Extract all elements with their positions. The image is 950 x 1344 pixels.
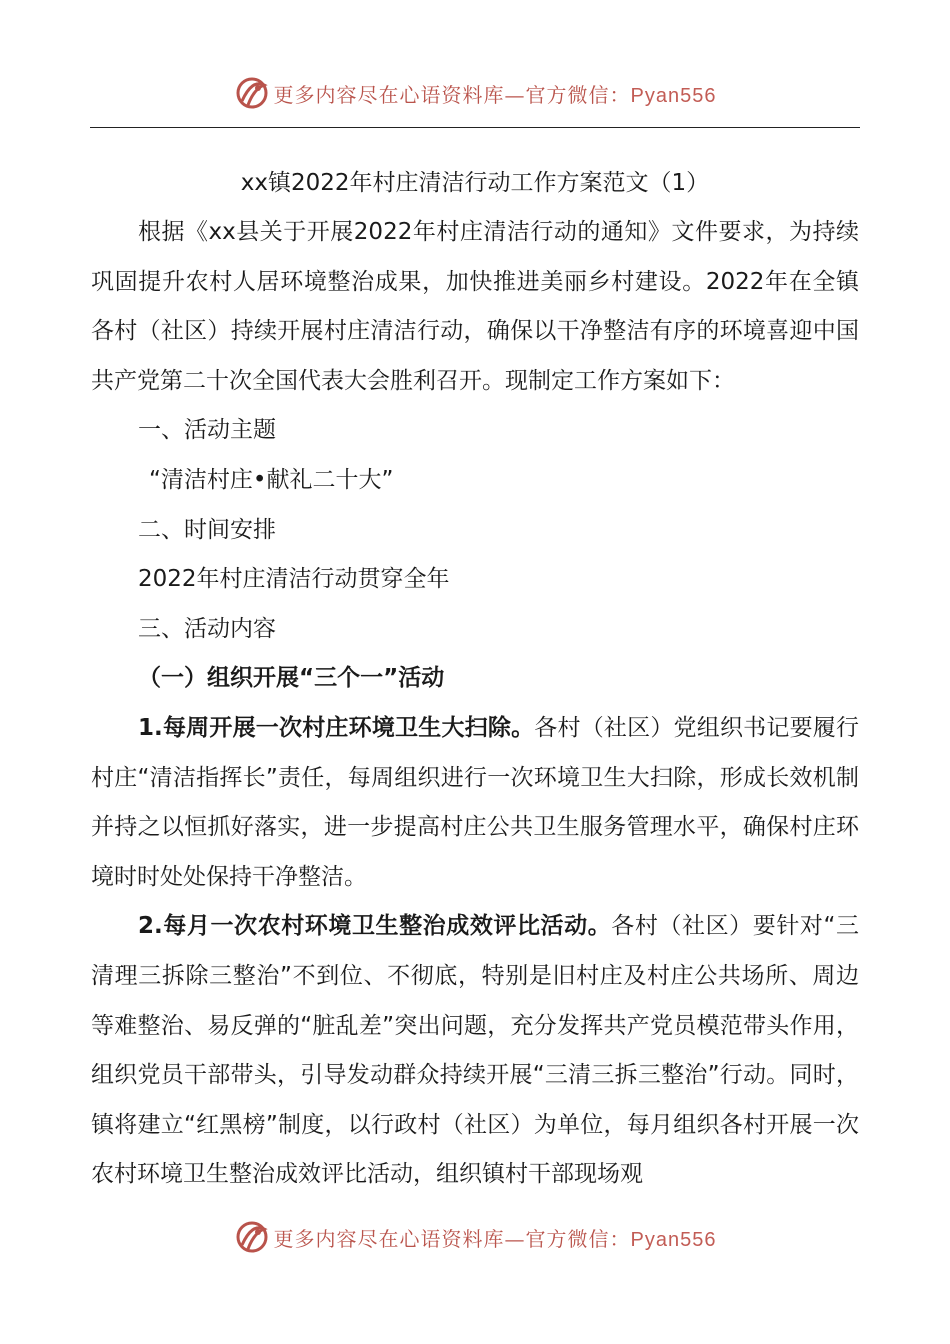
footer-wechat-id: Pyan556 xyxy=(630,1228,717,1251)
header-divider xyxy=(90,127,860,128)
section-3-heading: 三、活动内容 xyxy=(138,615,276,642)
header-banner-text: 更多内容尽在心语资料库—官方微信：Pyan556 xyxy=(273,82,717,107)
footer-banner xyxy=(0,1214,950,1260)
section-1-body: “清洁村庄•献礼二十大” xyxy=(149,466,394,493)
subsection-1-heading: （一）组织开展“三个一”活动 xyxy=(138,665,445,692)
swirl-logo-icon xyxy=(234,1219,270,1255)
footer-banner-text: 更多内容尽在心语资料库—官方微信：Pyan556 xyxy=(273,1226,717,1251)
header-wechat-id: Pyan556 xyxy=(630,84,717,107)
section-2-body: 2022年村庄清洁行动贯穿全年 xyxy=(138,566,450,593)
swirl-logo-icon xyxy=(234,75,270,111)
item-2-lead: 2.每月一次农村环境卫生整治成效评比活动。 xyxy=(138,913,612,940)
document-title: xx镇2022年村庄清洁行动工作方案范文（1） xyxy=(240,170,710,196)
header-banner xyxy=(0,70,950,116)
intro-paragraph: 根据《xx县关于开展2022年村庄清洁行动的通知》文件要求，为持续巩固提升农村人居环境整治成果，加快推进美丽乡村建设。2022年在全镇各村（社区）持续开展村庄清洁行动，确保以干净整洁有序的环境喜迎中国共产党第二十次全国代表大会胜利召开。现制定工作方案如下： xyxy=(91,219,859,394)
item-2-paragraph xyxy=(91,902,859,1200)
item-1-lead: 1.每周开展一次村庄环境卫生大扫除。 xyxy=(138,714,535,741)
item-2-body: 各村（社区）要针对“三清理三拆除三整治”不到位、不彻底，特别是旧村庄及村庄公共场所、周边等难整治、易反弹的“脏乱差”突出问题，充分发挥共产党员模范带头作用，组织党员干部带头，引导发动群众持续开展“三清三拆三整治”行动。同时，镇将建立“红黑榜”制度，以行政村（社区）为单位，每月组织各村开展一次农村环境卫生整治成效评比活动，组织镇村干部现场观 xyxy=(91,913,859,1188)
item-1-body: 各村（社区）党组织书记要履行村庄“清洁指挥长”责任，每周组织进行一次环境卫生大扫除，形成长效机制并持之以恒抓好落实，进一步提高村庄公共卫生服务管理水平，确保村庄环境时时处处保持干净整洁。 xyxy=(91,714,860,890)
section-1-heading: 一、活动主题 xyxy=(138,417,276,444)
document-body xyxy=(91,158,859,1200)
section-2-heading: 二、时间安排 xyxy=(138,516,276,543)
item-1-paragraph xyxy=(91,704,859,902)
